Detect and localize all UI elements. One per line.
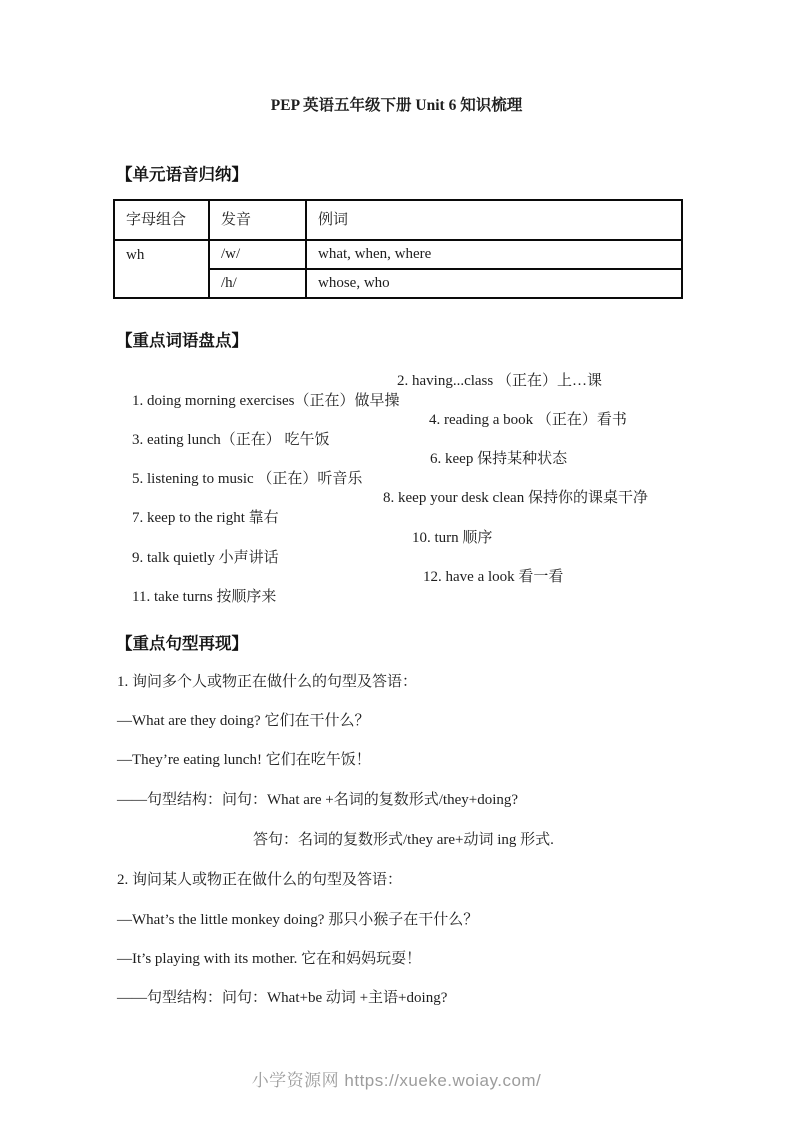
sentence-line-question-2: —What’s the little monkey doing? 那只小猴子在干什么？: [117, 912, 479, 928]
vocab-item-6: 6. keep 保持某种状态: [430, 451, 568, 467]
section-heading-phonics: 【单元语音归纳】: [116, 166, 248, 184]
vocab-item-5: 5. listening to music （正在）听音乐: [132, 471, 363, 487]
table-header-examples: 例词: [306, 200, 682, 240]
vocab-item-10: 10. turn 顺序: [412, 530, 493, 546]
sentence-line-structure-question-1: ——句型结构：问句：What are +名词的复数形式/they+doing?: [117, 792, 519, 808]
footer-credit: 小学资源网 https://xueke.woiay.com/: [251, 1071, 542, 1090]
vocab-row: [117, 371, 717, 409]
table-cell-examples-w: what, when, where: [306, 240, 682, 269]
vocab-item-3: 3. eating lunch（正在） 吃午饭: [132, 432, 330, 448]
table-cell-sound-h: /h/: [209, 269, 306, 298]
vocab-row: [117, 567, 717, 605]
vocab-item-12: 12. have a look 看一看: [423, 569, 564, 585]
table-header-sound: 发音: [209, 200, 306, 240]
vocab-item-9: 9. talk quietly 小声讲话: [132, 550, 279, 566]
vocab-item-1: 1. doing morning exercises（正在）做早操: [132, 393, 400, 409]
document-title: PEP 英语五年级下册 Unit 6 知识梳理: [270, 97, 523, 114]
phonics-table-row: [114, 240, 682, 269]
sentence-line-question-type-2: 2. 询问某人或物正在做什么的句型及答语：: [117, 872, 403, 888]
sentence-line-answer-2: —It’s playing with its mother. 它在和妈妈玩耍！: [117, 951, 422, 967]
phonics-table-header-row: [114, 200, 682, 240]
table-cell-examples-h: whose, who: [306, 269, 682, 298]
sentence-line-structure-question-2: ——句型结构：问句：What+be 动词 +主语+doing?: [117, 990, 448, 1006]
section-heading-sentences: 【重点句型再现】: [116, 635, 248, 653]
phonics-table: [113, 199, 683, 299]
vocab-row: [117, 528, 717, 566]
sentence-line-question-1: —What are they doing? 它们在干什么？: [117, 713, 370, 729]
vocab-item-11: 11. take turns 按顺序来: [132, 589, 277, 605]
table-cell-letters: wh: [114, 240, 209, 298]
sentence-line-answer-1: —They’re eating lunch! 它们在吃午饭！: [117, 752, 371, 768]
sentence-line-question-type-1: 1. 询问多个人或物正在做什么的句型及答语：: [117, 674, 418, 690]
vocab-row: [117, 488, 717, 526]
vocab-item-4: 4. reading a book （正在）看书: [429, 412, 627, 428]
vocab-row: [117, 410, 717, 448]
table-header-letters: 字母组合: [114, 200, 209, 240]
vocab-item-2: 2. having...class （正在）上…课: [397, 373, 602, 389]
table-cell-sound-w: /w/: [209, 240, 306, 269]
vocab-item-7: 7. keep to the right 靠右: [132, 510, 279, 526]
sentence-line-structure-answer-1: 答句：名词的复数形式/they are+动词 ing 形式.: [253, 832, 554, 848]
vocab-row: [117, 449, 717, 487]
vocab-item-8: 8. keep your desk clean 保持你的课桌干净: [383, 490, 648, 506]
section-heading-vocabulary: 【重点词语盘点】: [116, 332, 248, 350]
